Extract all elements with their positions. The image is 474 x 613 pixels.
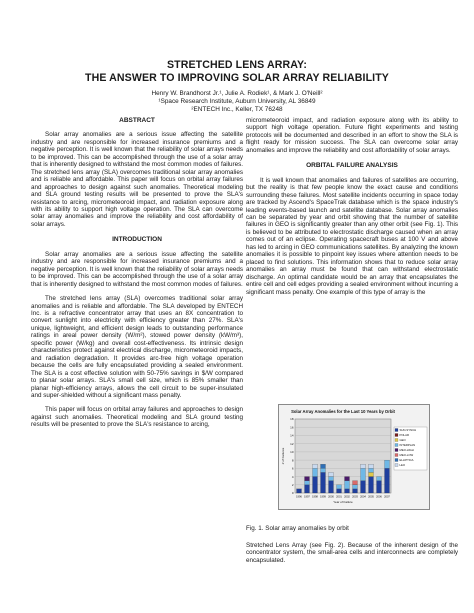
x-tick-label: 2007 (384, 495, 390, 499)
figure-1-caption: Fig. 1. Solar array anomalies by orbit (246, 525, 349, 532)
x-tick-label: 2001 (336, 495, 342, 499)
bar-segment (305, 481, 310, 485)
bar-segment (337, 485, 342, 489)
bar-segment (353, 485, 358, 489)
legend-swatch (395, 449, 398, 452)
y-tick-label: 8 (291, 458, 294, 463)
left-column (31, 117, 243, 429)
bar-segment (313, 468, 318, 476)
y-tick-label: 12 (290, 441, 294, 446)
bar-segment (321, 464, 326, 468)
paper-title-line2: THE ANSWER TO IMPROVING SOLAR ARRAY RELIABILITY (85, 72, 389, 84)
y-tick-label: 10 (290, 450, 294, 455)
legend-swatch (395, 444, 398, 447)
legend-label: LEO (399, 463, 406, 467)
author-names: Henry W. Brandhorst Jr.¹, Julie A. Rodiek¹, & Mark J. O'Neill² (151, 90, 323, 97)
legend-label: SUN-SYNCH (399, 428, 417, 432)
legend-swatch (395, 464, 398, 467)
legend-swatch (395, 459, 398, 462)
anomaly-bar-chart (279, 405, 429, 509)
intro-paragraph-1: Solar array anomalies are a serious issue affecting the satellite industry and are responsible for increased insurance premiums and a negative perception. It is well known that the reliability of solar arrays needs to be improved. This can be accomplished through the use of a solar array that is inherently designed to withstand the most common modes of failures. (31, 250, 243, 288)
legend-swatch (395, 429, 398, 432)
bar-segment (385, 468, 390, 493)
x-tick-label: 2006 (376, 495, 382, 499)
bar-segment (345, 489, 350, 493)
bar-segment (369, 477, 374, 493)
author-block (0, 90, 474, 113)
bar-segment (361, 468, 366, 480)
legend-swatch (395, 454, 398, 457)
abstract-text: Solar array anomalies are a serious issue affecting the satellite industry and are responsible for increased insurance premiums and a negative perception. It is well known that the reliability of solar arrays needs to be improved. This can be accomplished through the use of a solar array that is inherently designed to withstand the most common modes of failures. The stretched lens array (SLA) overcomes traditional solar array anomalies and is reliable and affordable. This paper will focus on orbital array failures and approaches to design against such anomalies. Theoretical modeling and SLA ground testing results will be presented to prove the SLA's resistance to arcing, micrometeoroid impact, and radiation exposure along with its ability to support high voltage operation. The SLA can overcome solar array anomalies and improve the reliability and cost affordability of solar arrays. (31, 131, 243, 228)
x-tick-label: 2003 (352, 495, 358, 499)
affiliation-1: ¹Space Research Institute, Auburn University, AL 36849 (158, 97, 316, 105)
bar-segment (361, 464, 366, 468)
bar-segment (345, 477, 350, 481)
bar-segment (297, 489, 302, 493)
bar-segment (377, 481, 382, 493)
x-tick-label: 2000 (328, 495, 334, 499)
orbital-text: It is well known that anomalies and failures of satellites are occurring, but the reality is that few people know the exact cause and conditions surrounding these failures. Most satellite incidents occurring in space today are tracked by Ascend's SpaceTrak database which is the space industry's leading events-based launch and satellite database. Solar array anomalies can be separated by year and orbit showing that the number of satellite failures in GEO is significantly greater than any other orbit (see Fig. 1). This is believed to be attributed to electrostatic discharge caused when an array comes out of an eclipse. Operating spacecraft buses at 100 V and above has led to arcing in GEO communications satellites. By analyzing the known anomalies it is possible to pinpoint key issues where attention needs to be placed to find solutions. This information shows that to reduce solar array anomalies an array must be found that can withstand electrostatic discharge. An optimal candidate would be an array that encapsulates the entire cell and cell edges providing a sealed environment without incurring a significant mass penalty. One example of this type of array is the (246, 176, 458, 296)
bar-segment (321, 472, 326, 493)
y-tick-label: 2 (291, 482, 294, 487)
y-tick-label: 14 (290, 433, 294, 438)
paper-title-line1: STRETCHED LENS ARRAY: (166, 59, 308, 71)
bar-segment (305, 485, 310, 493)
bar-segment (377, 477, 382, 481)
y-tick-label: 6 (291, 466, 294, 471)
orbital-heading: ORBITAL FAILURE ANALYSIS (306, 162, 398, 170)
x-tick-label: 2004 (360, 495, 366, 499)
bar-segment (321, 468, 326, 472)
bar-segment (305, 477, 310, 481)
right-column (246, 117, 458, 296)
bar-segment (329, 481, 334, 493)
affiliation-2: ²ENTECH Inc., Keller, TX 76248 (191, 105, 283, 113)
legend-label: ELLIPTICA (399, 458, 414, 462)
x-axis-label: Year of Failure (333, 500, 353, 504)
y-tick-label: 18 (290, 417, 294, 422)
intro-paragraph-2: The stretched lens array (SLA) overcomes traditional solar array anomalies and is reliable and affordable. The SLA developed by ENTECH Inc. is a refractive concentrator array that uses an 8X concentration to convert sunlight into electricity with efficiency greater than 27%. SLA's unique, lightweight, and efficient design leads to outstanding performance ratings in areal power density (W/m²), stowed power density (kW/m³), specific power (W/kg) and overall cost-effectiveness. Its intrinsic design characteristics protect against electrical discharge, micrometeoroid impacts, and radiation degradation. It provides arc-free high voltage operation because the cells are fully encapsulated providing a sealed environment. The SLA is a cost effective solution with 50-75% savings in $/W compared to planar solar arrays. SLA's small cell size, which is 85% smaller than planar high-efficiency arrays, allows the cell circuit to be super-insulated and super-shielded without a significant mass penalty. (31, 295, 243, 399)
introduction-heading: INTRODUCTION (112, 236, 162, 244)
y-tick-label: 4 (291, 474, 294, 479)
bar-segment (337, 489, 342, 493)
legend-label: INTERPLAN (399, 443, 416, 447)
bar-segment (369, 468, 374, 472)
bar-segment (353, 481, 358, 485)
y-axis-label: # of Failures (281, 447, 285, 465)
legend-swatch (395, 439, 398, 442)
bar-segment (361, 481, 366, 493)
legend-swatch (395, 434, 398, 437)
bar-segment (353, 489, 358, 493)
legend-label: GEO (399, 438, 406, 442)
abstract-continued: micrometeoroid impact, and radiation exposure along with its ability to support high voltage operation. Future flight experiments and testing protocols will be documented and described in an effort to show the SLA is flight ready for mission success. The SLA can overcome solar array anomalies and improve the reliability and cost affordability of solar arrays. (246, 117, 458, 154)
x-tick-label: 1997 (304, 495, 310, 499)
x-tick-label: 2002 (344, 495, 350, 499)
bar-segment (345, 481, 350, 489)
abstract-heading: ABSTRACT (119, 117, 155, 124)
figure-1-chart (278, 404, 430, 510)
bar-segment (313, 477, 318, 493)
bar-segment (313, 464, 318, 468)
legend-label: MEO-HIGH (399, 448, 414, 452)
bar-segment (329, 472, 334, 476)
y-tick-label: 0 (291, 491, 294, 496)
x-tick-label: 1998 (312, 495, 318, 499)
x-tick-label: 1996 (296, 495, 302, 499)
x-tick-label: 1999 (320, 495, 326, 499)
legend-label: POLAR (399, 433, 409, 437)
chart-title: Solar Array Anomalies for the Last 10 Years by Orbit (291, 409, 395, 414)
bar-segment (369, 464, 374, 468)
bar-segment (329, 477, 334, 481)
right-tail-text: Stretched Lens Array (see Fig. 2). Because of the inherent design of the concentrator system, the small-area cells and interconnects are completely encapsulated. (246, 542, 458, 564)
intro-paragraph-3: This paper will focus on orbital array failures and approaches to design against such anomalies. Theoretical modeling and SLA ground testing results will be presented to prove the SLA's resistance to arcing, (31, 406, 243, 429)
x-tick-label: 2005 (368, 495, 374, 499)
y-tick-label: 16 (290, 425, 294, 430)
right-column-tail (246, 542, 458, 564)
legend-label: MEO-LOW (399, 453, 414, 457)
bar-segment (369, 472, 374, 476)
bar-segment (385, 460, 390, 468)
